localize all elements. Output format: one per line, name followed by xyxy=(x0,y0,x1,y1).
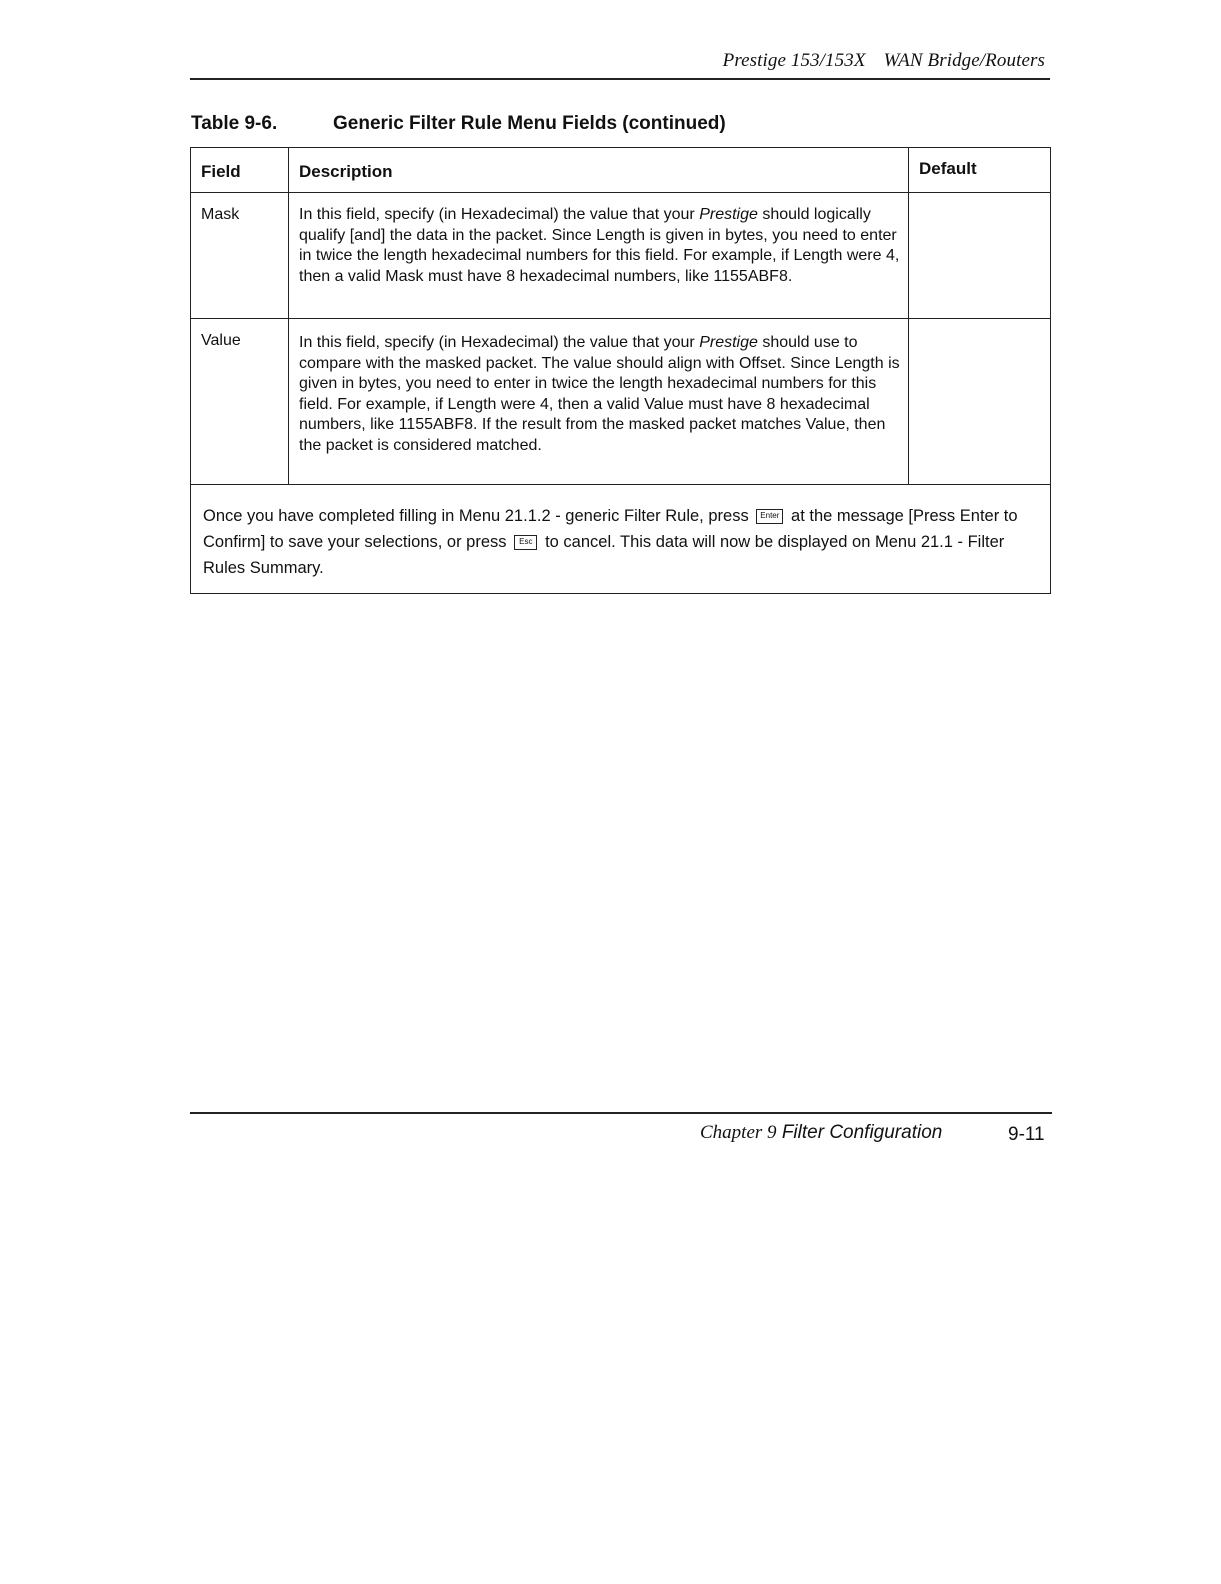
footer-chapter-word: Chapter 9 xyxy=(700,1122,777,1143)
enter-key-icon: Enter xyxy=(756,509,783,524)
esc-key-icon: Esc xyxy=(514,535,537,550)
page-number: 9-11 xyxy=(1008,1124,1045,1145)
default-cell-value xyxy=(909,319,1051,485)
page-footer xyxy=(190,1112,1052,1145)
default-cell-mask xyxy=(909,193,1051,319)
header-description: Description xyxy=(289,148,909,193)
table-note-row xyxy=(191,485,1051,594)
header-default: Default xyxy=(909,148,1051,193)
table-row xyxy=(191,193,1051,319)
table-header-row xyxy=(191,148,1051,193)
header-product-line: WAN Bridge/Routers xyxy=(883,50,1045,71)
description-cell-value: In this field, specify (in Hexadecimal) the value that your Prestige should use to compare with the masked packet. The value should align with Offset. Since Length is given in bytes, you need to enter in twice the length hexadecimal numbers for this field. For example, if Length were 4, then a valid Value must have 8 hexadecimal numbers, like 1155ABF8. If the result from the masked packet matches Value, then the packet is considered matched. xyxy=(289,319,909,485)
filter-rule-table xyxy=(190,147,1051,594)
running-header xyxy=(723,50,1045,72)
table-caption xyxy=(191,113,726,135)
footer-chapter xyxy=(700,1122,942,1144)
footer-chapter-title: Filter Configuration xyxy=(781,1122,943,1143)
field-cell-value: Value xyxy=(191,319,289,485)
description-cell-mask: In this field, specify (in Hexadecimal) the value that your Prestige should logically qualify [and] the data in the packet. Since Length is given in bytes, you need to enter in twice the length hexadecimal numbers for this field. For example, if Length were 4, then a valid Mask must have 8 hexadecimal numbers, like 1155ABF8. xyxy=(289,193,909,319)
table-number: Table 9-6. xyxy=(191,113,278,134)
table-title: Generic Filter Rule Menu Fields (continued) xyxy=(333,113,726,134)
header-field: Field xyxy=(191,148,289,193)
field-cell-mask: Mask xyxy=(191,193,289,319)
table-note: Once you have completed filling in Menu 21.1.2 - generic Filter Rule, press Enter at the message [Press Enter to Confirm] to save your selections, or press Esc to cancel. This data will now be displayed on Menu 21.1 - Filter Rules Summary. xyxy=(191,485,1051,594)
page-header xyxy=(190,46,1050,80)
table-row xyxy=(191,319,1051,485)
header-product: Prestige 153/153X xyxy=(722,50,866,71)
